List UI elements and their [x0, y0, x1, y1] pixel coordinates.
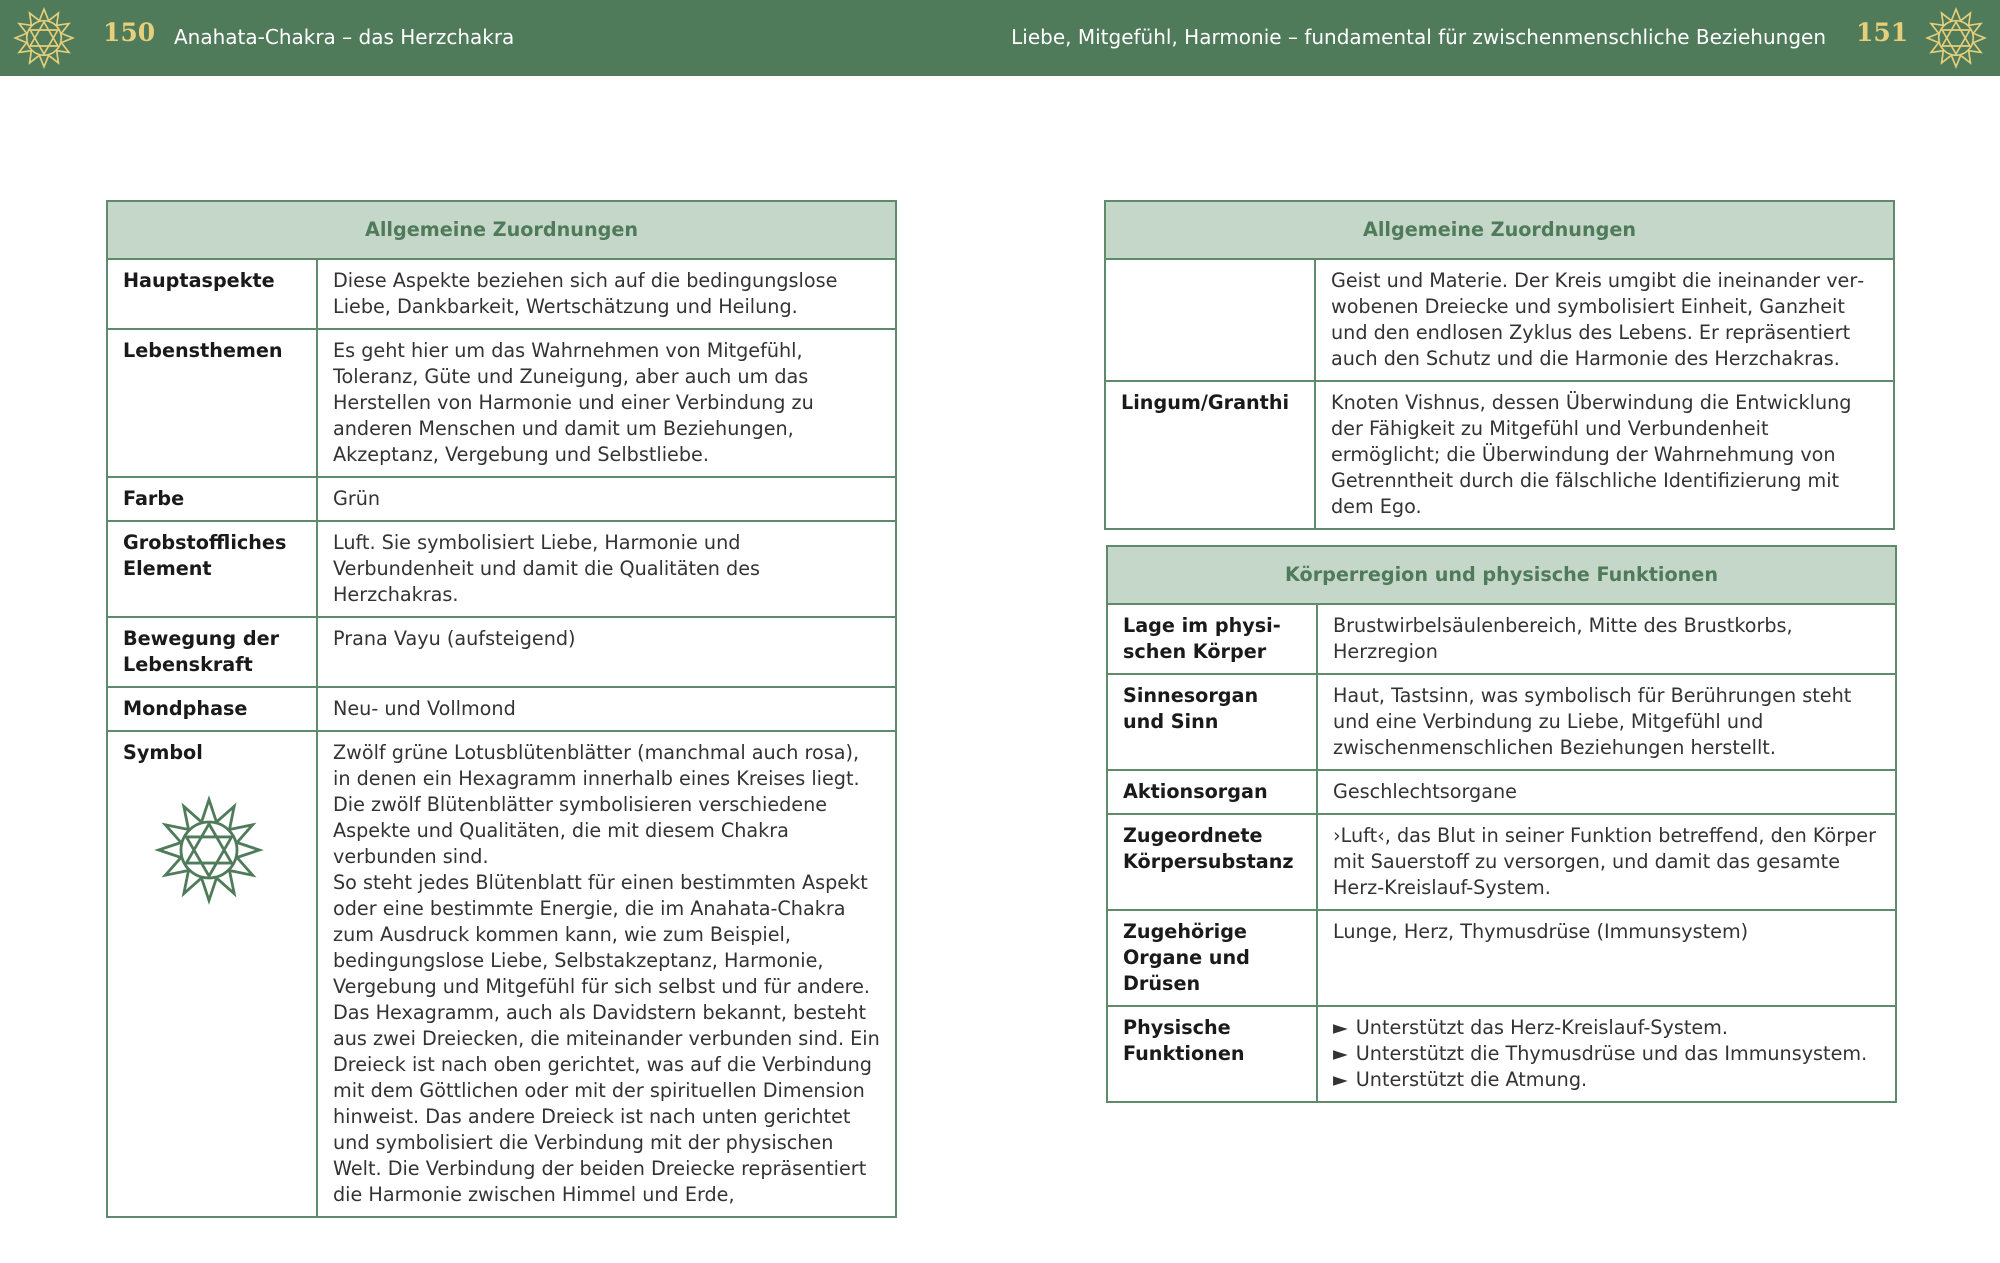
row-key: Mondphase	[107, 687, 317, 731]
lotus-petal	[39, 9, 48, 20]
running-header	[0, 0, 2000, 76]
row-value: ›Luft‹, das Blut in seiner Funktion betreffend, den Körper mit Sauerstoff zu versorgen, und damit das gesamte Herz-Kreislauf-System.	[1317, 814, 1896, 910]
lotus-petal	[61, 33, 72, 42]
row-value-bullets	[1317, 1006, 1896, 1102]
table-row	[1107, 910, 1896, 1006]
row-key: Farbe	[107, 477, 317, 521]
row-key: Zugeordnete Körpersubstanz	[1107, 814, 1317, 910]
lotus-petal	[1951, 9, 1960, 20]
row-key: Hauptaspekte	[107, 259, 317, 329]
bullet-item	[1333, 1015, 1881, 1041]
row-key: Zugehörige Organe und Drüsen	[1107, 910, 1317, 1006]
heart-chakra-icon	[12, 6, 76, 70]
body-region-functions-table	[1106, 545, 1897, 1103]
table-row	[107, 259, 896, 329]
row-value: Prana Vayu (aufsteigend)	[317, 617, 896, 687]
lotus-petal	[15, 33, 26, 42]
general-assignments-table	[106, 200, 897, 1218]
general-assignments-continued-table	[1104, 200, 1895, 530]
row-key: Physische Funktionen	[1107, 1006, 1317, 1102]
row-value: Luft. Sie symbolisiert Liebe, Harmonie und Verbundenheit und damit die Qualitäten des Herzchakras.	[317, 521, 896, 617]
row-value: Neu- und Vollmond	[317, 687, 896, 731]
row-value: Grün	[317, 477, 896, 521]
heart-chakra-symbol-icon	[153, 794, 265, 906]
left-running-title: Anahata-Chakra – das Herzchakra	[174, 25, 515, 49]
lotus-petal	[1951, 55, 1960, 66]
heart-chakra-icon	[1924, 6, 1988, 70]
row-value: Geist und Materie. Der Kreis umgibt die ineinander verwobenen Dreiecke und symbolisiert Einheit, Ganzheit und den endlosen Zyklus des Lebens. Er repräsentiert auch den Schutz und die Harmonie des Herzchakras.	[1315, 259, 1894, 381]
table-row	[107, 731, 896, 1217]
row-key: Lage im physischen Körper	[1107, 604, 1317, 674]
bullet-text: Unterstützt das Herz-Kreislauf-System.	[1355, 1016, 1728, 1039]
row-key-label: Symbol	[123, 741, 203, 764]
table-heading: Allgemeine Zuordnungen	[1105, 201, 1894, 259]
bullet-item	[1333, 1041, 1881, 1067]
table-row	[107, 477, 896, 521]
table-row	[107, 687, 896, 731]
row-value: Lunge, Herz, Thymusdrüse (Immunsystem)	[1317, 910, 1896, 1006]
table-row	[107, 521, 896, 617]
table-heading: Allgemeine Zuordnungen	[107, 201, 896, 259]
table-row	[1105, 259, 1894, 381]
row-key: Lingum/Granthi	[1105, 381, 1315, 529]
row-value: Brustwirbelsäulenbereich, Mitte des Brustkorbs, Herzregion	[1317, 604, 1896, 674]
bullet-marker: ►	[1333, 1068, 1348, 1091]
lotus-petal	[39, 55, 48, 66]
left-page-number: 150	[103, 18, 156, 47]
symbol-paragraph: Zwölf grüne Lotusblütenblätter (manchmal auch rosa), in denen ein Hexagramm innerhalb eines Kreises liegt. Die zwölf Blütenblätter symbolisieren verschiedene Aspekte und Qualitäten, die mit diesem Chakra verbunden sind.	[333, 741, 860, 868]
row-value: Es geht hier um das Wahrnehmen von Mitgefühl, Toleranz, Güte und Zuneigung, aber auch um das Herstellen von Harmonie und einer Verbindung zu anderen Menschen und damit um Beziehungen, Akzeptanz, Vergebung und Selbstliebe.	[317, 329, 896, 477]
row-value: Haut, Tastsinn, was symbolisch für Berührungen steht und eine Verbindung zu Liebe, Mitgefühl und zwischenmenschlichen Beziehungen herstellt.	[1317, 674, 1896, 770]
table-row	[1107, 1006, 1896, 1102]
table-row	[1107, 604, 1896, 674]
right-running-title: Liebe, Mitgefühl, Harmonie – fundamental für zwischenmenschliche Beziehungen	[1011, 25, 1826, 49]
row-value	[317, 731, 896, 1217]
symbol-paragraph: So steht jedes Blütenblatt für einen bestimmten Aspekt oder eine bestimmte Energie, die im Anahata-Chakra zum Ausdruck kommen kann, wie zum Beispiel, bedingungslose Liebe, Selbstakzeptanz, Harmonie, Vergebung und Mitgefühl für sich selbst und für andere. Das Hexagramm, auch als Davidstern bekannt, besteht aus zwei Dreiecken, die miteinander verbunden sind. Ein Dreieck ist nach oben gerichtet, was auf die Verbindung mit dem Göttlichen oder mit der spirituellen Dimension hinweist. Das andere Dreieck ist nach unten gerichtet und symbolisiert die Verbindung mit der physischen Welt. Die Verbindung der beiden Dreiecke repräsentiert die Harmonie zwischen Himmel und Erde,	[333, 871, 880, 1206]
row-value: Knoten Vishnus, dessen Überwindung die Entwicklung der Fähigkeit zu Mitgefühl und Verbundenheit ermöglicht; die Überwindung der Wahrnehmung von Getrenntheit durch die fälschliche Identifizierung mit dem Ego.	[1315, 381, 1894, 529]
lotus-petal	[1973, 33, 1984, 42]
lotus-petal	[1927, 33, 1938, 42]
bullet-item	[1333, 1067, 1881, 1093]
bullet-marker: ►	[1333, 1042, 1348, 1065]
table-row	[1107, 674, 1896, 770]
row-key: Grobstoffliches Element	[107, 521, 317, 617]
row-value: Geschlechtsorgane	[1317, 770, 1896, 814]
bullet-text: Unterstützt die Atmung.	[1355, 1068, 1588, 1091]
row-key: Aktionsorgan	[1107, 770, 1317, 814]
table-row	[1107, 814, 1896, 910]
row-value: Diese Aspekte beziehen sich auf die bedingungslose Liebe, Dankbarkeit, Wertschätzung und Heilung.	[317, 259, 896, 329]
right-page-number: 151	[1856, 18, 1909, 47]
lotus-petal	[202, 800, 217, 822]
row-key-symbol	[107, 731, 317, 1217]
bullet-marker: ►	[1333, 1016, 1348, 1039]
bullet-text: Unterstützt die Thymusdrüse und das Immunsystem.	[1355, 1042, 1868, 1065]
row-key	[1105, 259, 1315, 381]
table-heading: Körperregion und physische Funktionen	[1107, 546, 1896, 604]
lotus-petal	[237, 843, 259, 858]
table-row	[107, 617, 896, 687]
row-key: Bewegung der Lebenskraft	[107, 617, 317, 687]
table-row	[1105, 381, 1894, 529]
row-key: Lebensthemen	[107, 329, 317, 477]
lotus-petal	[202, 878, 217, 900]
row-key: Sinnesorgan und Sinn	[1107, 674, 1317, 770]
lotus-petal	[159, 843, 181, 858]
table-row	[1107, 770, 1896, 814]
table-row	[107, 329, 896, 477]
